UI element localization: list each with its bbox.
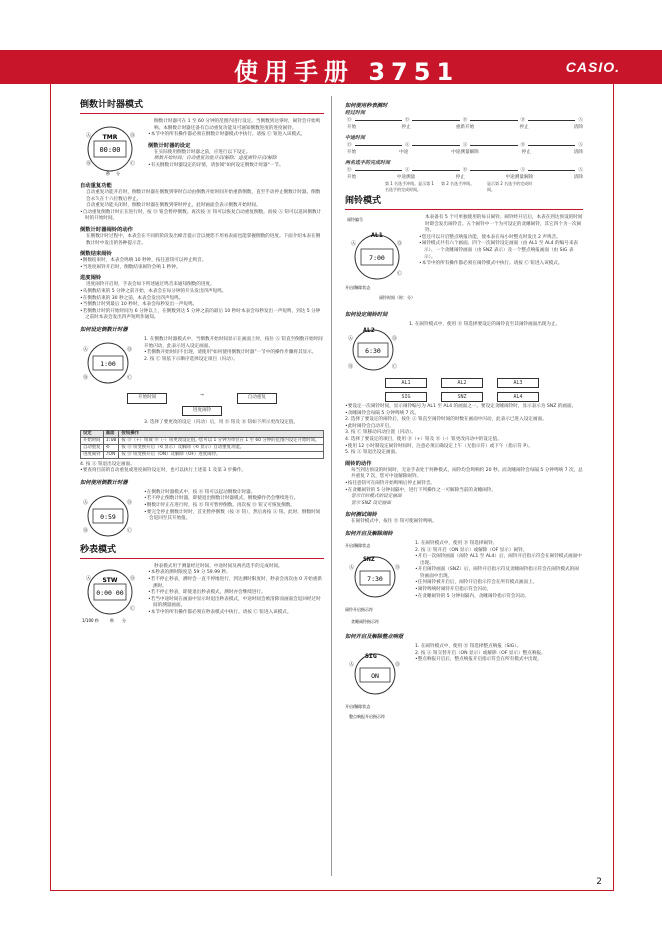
svg-text:Ⓓ: Ⓓ [395, 564, 401, 571]
set-alarm-title: 如何设定闹铃时间 [345, 312, 388, 318]
elapsed-time-sequence: 经过时间 Ⓓ Ⓓ Ⓓ Ⓓ Ⓐ 开始 停止 重新开始 停止 清除 [345, 110, 583, 130]
svg-text:AL2: AL2 [363, 326, 375, 334]
svg-text:贪睡闹铃指示符: 贪睡闹铃指示符 [351, 618, 379, 624]
svg-text:AL1: AL1 [371, 231, 383, 239]
svg-text:Ⓒ: Ⓒ [392, 364, 398, 370]
set-countdown-watch-icon [80, 337, 136, 389]
svg-text:Ⓐ: Ⓐ [83, 346, 89, 353]
svg-text:ON: ON [371, 671, 379, 680]
svg-text:Ⓒ: Ⓒ [130, 605, 136, 612]
svg-text:Ⓐ: Ⓐ [349, 661, 355, 668]
alarm-cycle-diagram: AL1 AL2 AL3 SIG SNZ AL4 [385, 378, 583, 402]
svg-text:Ⓐ: Ⓐ [86, 133, 92, 139]
svg-text:Ⓓ: Ⓓ [130, 133, 136, 139]
svg-text:Ⓑ: Ⓑ [83, 374, 89, 381]
svg-text:开启/解除状态: 开启/解除状态 [345, 285, 371, 290]
brand-logo: CASIO. [565, 59, 620, 75]
svg-text:Ⓐ: Ⓐ [83, 499, 89, 506]
svg-text:7:30: 7:30 [367, 574, 383, 583]
alarm-onoff-watch-icon [345, 541, 407, 629]
svg-text:Ⓐ: Ⓐ [349, 564, 355, 571]
svg-text:Ⓐ: Ⓐ [351, 241, 357, 247]
signal-onoff-title: 如何开启及解除整点响报 [345, 633, 404, 640]
countdown-intro-2: • 本节中的所有操作都必须在倒数计时器模式中执行。请按 Ⓒ 钮进入该模式。 [153, 132, 324, 139]
countdown-intro-1: 倒数计时器可在 1 至 60 分钟的范围内进行设定。当倒数到达零时，闹铃会开始鸣响。本倒数计时器还备有自动重复功能及可通知倒数进度的进度闹铃。 [154, 119, 321, 131]
svg-text:Ⓓ: Ⓓ [127, 346, 133, 353]
set-countdown-title: 如何设定倒数计时器 [80, 326, 128, 333]
svg-text:0:59: 0:59 [100, 512, 116, 521]
countdown-setting-cycle: 开始时间 → 自动重复 进度闹铃 [127, 393, 277, 416]
svg-text:Ⓑ: Ⓑ [83, 527, 89, 534]
svg-text:Ⓓ: Ⓓ [130, 575, 136, 582]
svg-text:Ⓓ: Ⓓ [392, 336, 398, 342]
countdown-heading: 倒数计时器模式 [80, 100, 324, 114]
countdown-alarm-title: 倒数计时器闹铃的动作 [80, 226, 133, 233]
use-countdown-title: 如何使用倒数计时器 [80, 479, 128, 486]
manual-title: 使用手册 3751 [234, 58, 460, 86]
end-alarm-title: 倒数结束闹铃 [80, 251, 112, 258]
countdown-settings-table: 设定 画面 按钮操作 开始时间 1:00 按 Ⓓ（+）钮或 Ⓑ（-）钮更改设定值。·您可以 1 分钟为单位在 1 至 60 分钟的范围内设定开始时间。 自动重复 ⟲ 按 Ⓓ 钮变换开启（⟲ 显示）及解除（⟲ 显示）自动重复功能。 进度闹铃 ♪ON 按 Ⓓ 钮变换开启（ON）及解除（OF）进度闹铃。 [80, 430, 324, 459]
countdown-intro: TMR 00:00 Ⓐ Ⓑ Ⓓ Ⓒ 秒 分 倒数计时器可在 1 至 60 分钟的范围内进行设定。当倒数到达零时，闹铃会开始鸣响。本倒数计时器还备有自动重复功能及可通知倒数进度的进度闹铃。 • 本节中的所有操作都必须在倒数计时器模式中执行。请按 Ⓒ 钮进入该模式。 倒数计时器的设定 在实际使用倒数计时器之前，应进行以下设定。 倒数开始时间；自动重复功能开启/解除；进度闹铃开启/解除 • 有关倒数计时器设定的详情，请参阅"如何设定倒数计时器"一节。 [80, 119, 324, 179]
svg-text:Ⓒ: Ⓒ [130, 161, 136, 167]
two-finishers-sequence: 两名选手的完成时间 Ⓓ Ⓐ Ⓓ Ⓐ Ⓐ 开始 中途测量 停止 中途测量解除 清除 第 1 名选手冲线。显示第 1 名选手的完成时间。 第 2 名选手冲线。 显示第 2 名选手的完成时间。 [345, 160, 583, 192]
svg-text:STW: STW [102, 576, 118, 584]
right-column: 如何使用秒表测时 经过时间 Ⓓ Ⓓ Ⓓ Ⓓ Ⓐ 开始 停止 重新开始 停止 清除 中途时间 Ⓓ Ⓐ Ⓐ Ⓓ Ⓐ 开始 中途 中途测量解除 停止 清除 两名选手的完成时间 Ⓓ Ⓐ Ⓓ Ⓐ Ⓐ 开始 中途测量 停止 中途测量解除 清除 第 1 名选手冲线。显示第 1 名选手的完成时间。 第 2 名选手冲线。 显示第 2 名选手的完成时间。 闹铃模式 闹铃编号 AL1 7:00 Ⓐ Ⓓ Ⓒ 开启/解除状态 闹铃时间（时：分） 本表备有 5 个可单独使用的每日闹铃。闹铃经开启后，本表在到达预设的时间时即会发出闹铃音。五个闹铃中一个为可设定的贪睡闹铃，其它四个为一次闹铃。 • 您还可以开启整点响报功能，使本表在每小时整点时发出 2 声鸣音。 • 闹铃模式共有六个画面。四个一次闹铃设定画面（由 AL1 至 AL4 的编号来表示）、一个贪睡闹铃画面（由 SNZ 表示）及一个整点响报画面（由 SIG 表示）。 • 本节中的所有操作都必须在闹铃模式中执行。请按 Ⓒ 钮进入该模式。 如何设定闹铃时间 AL2 6:30 Ⓐ Ⓑ Ⓓ Ⓒ 1. 在闹铃模式中，使用 Ⓓ 钮选择要设定的闹铃直至其闹铃画面出现为止。 AL1 AL2 AL3 SIG SNZ AL4 • 要设定一次闹铃时间，显示闹铃编号为 AL1 至 AL4 的画面之一。要设定贪睡闹铃时，显示表示为 SNZ 的画面。 • 贪睡闹铃会每隔 5 分钟鸣响 7 次。 2. 选择了要设定的闹铃后，按住 Ⓐ 钮直至闹铃时间的时数在画面中闪动，此表示已进入设定画面。 • 此时闹铃会自动开启。 3. 按 Ⓒ 钮移动闪动位置（闪动）。 4. 选择了要设定的项目，使用 Ⓓ（+）钮及 Ⓑ（-）钮更改闪动中的设定值。 • 使用 12 小时制设定闹铃时间时，注意必须正确设定上午（无指示符）或下午（指示符 P）。 5. 按 Ⓐ 钮退出设定画面。 闹铃的动作 每当到达预设的时间时，无论手表处于何种模式，闹铃均会鸣响约 20 秒。而贪睡闹铃会每隔 5 分钟鸣响 7 次，总共重复 7 次，您可中途解除闹铃。 • 按任意钮可在闹铃开始鸣响后停止闹铃音。 • 在贪睡闹铃的 5 分钟间隔中，进行下列操作之一可解除当前的贪睡闹铃。 显示计时模式的设定画面 显示 SNZ 设定画面 如何测试闹铃 在闹铃模式中，按住 Ⓓ 钮可使闹铃鸣响。 如何开启及解除闹铃 开启/解除状态 SNZ 7:30 Ⓐ Ⓓ 闹铃开启指示符 贪睡闹铃指示符 1. 在闹铃模式中，使用 Ⓓ 钮选择闹铃。 2. 按 Ⓐ 钮开启（ON 显示）或解除（OF 显示）闹铃。 • 开启一次闹铃画面（闹铃 AL1 至 AL4）后，闹铃开启指示符会在闹铃模式画面中出现。 • 开启闹铃画面（SNZ）后，闹铃开启指示符及贪睡闹铃指示符会在闹铃模式的闹铃画面中出现。 • 任何闹铃被开启后，闹铃开启指示符会在所有模式画面上。 • 闹铃鸣响时闹铃开启指示符会闪动。 • 在贪睡闹铃的 5 分钟间隔内，贪睡闹铃指示符会闪动。 如何开启及解除整点响报 SIG ON Ⓐ Ⓓ 开启/解除状态 整点响报开启指示符 1. 在闹铃模式中，使用 Ⓓ 钮选择整点响报（SIG）。 2. 按 Ⓐ 钮交替开启（ON 显示）或解除（OF 显示）整点响报。 • 整点响报开启后，整点响报开启指示符会在所有模式中出现。 [345, 98, 583, 725]
svg-text:00:00: 00:00 [99, 146, 121, 154]
timing-title: 如何使用秒表测时 [345, 103, 388, 109]
auto-repeat-title: 自动重复功能 [80, 183, 112, 189]
svg-text:分: 分 [122, 617, 126, 623]
svg-text:SNZ: SNZ [363, 554, 375, 563]
column-divider [331, 96, 332, 876]
split-time-sequence: 中途时间 Ⓓ Ⓐ Ⓐ Ⓓ Ⓐ 开始 中途 中途测量解除 停止 清除 [345, 135, 583, 155]
test-alarm-title: 如何测试闹铃 [345, 512, 377, 519]
svg-text:Ⓓ: Ⓓ [395, 661, 401, 668]
use-countdown-watch-icon [80, 490, 136, 542]
set-alarm-watch-icon [345, 322, 401, 374]
table-row: 自动重复 ⟲ 按 Ⓓ 钮变换开启（⟲ 显示）及解除（⟲ 显示）自动重复功能。 [81, 444, 324, 451]
table-row: 进度闹铃 ♪ON 按 Ⓓ 钮变换开启（ON）及解除（OF）进度闹铃。 [81, 451, 324, 458]
svg-text:Ⓑ: Ⓑ [348, 364, 354, 370]
svg-text:Ⓒ: Ⓒ [397, 271, 403, 277]
stopwatch-heading: 秒表模式 [80, 545, 324, 559]
svg-text:分: 分 [116, 171, 120, 176]
page-number: 2 [596, 877, 602, 887]
svg-text:Ⓓ: Ⓓ [397, 241, 403, 247]
svg-text:Ⓒ: Ⓒ [127, 527, 133, 534]
svg-text:整点响报开启指示符: 整点响报开启指示符 [349, 713, 385, 719]
countdown-config-title: 倒数计时器的设定 [148, 142, 191, 149]
svg-text:Ⓑ: Ⓑ [86, 161, 92, 167]
progress-alarm-title: 进度闹铃 [80, 275, 102, 282]
alarm-action-title: 闹铃的动作 [345, 460, 372, 467]
alarm-watch-icon [345, 215, 415, 307]
header-bar [0, 50, 662, 84]
svg-text:7:00: 7:00 [369, 254, 385, 262]
svg-text:秒: 秒 [106, 171, 110, 176]
svg-text:6:30: 6:30 [365, 347, 381, 355]
svg-text:Ⓒ: Ⓒ [127, 374, 133, 381]
svg-text:0:00 00: 0:00 00 [96, 588, 124, 597]
svg-text:SIG: SIG [365, 651, 377, 660]
svg-text:秒: 秒 [110, 617, 114, 623]
svg-text:开启/解除状态: 开启/解除状态 [345, 542, 371, 548]
watch-display-text: TMR [102, 134, 118, 141]
signal-watch-icon [345, 644, 407, 722]
svg-text:1/100 秒: 1/100 秒 [82, 617, 99, 623]
stopwatch-watch-icon [80, 564, 140, 624]
svg-text:Ⓐ: Ⓐ [348, 336, 354, 342]
svg-text:闹铃时间（时：分）: 闹铃时间（时：分） [379, 295, 415, 300]
left-column: 倒数计时器模式 TMR 00:00 Ⓐ Ⓑ Ⓓ Ⓒ 秒 分 倒数计时器可在 1 至 60 分钟的范围内进行设定。当倒数到达零时，闹铃会开始鸣响。本倒数计时器还备有自动重复功能及可通知倒数进度的进度闹铃。 • 本节中的所有操作都必须在倒数计时器模式中执行。请按 Ⓒ 钮进入该模式。 倒数计时器的设定 在实际使用倒数计时器之前，应进行以下设定。 倒数开始时间；自动重复功能开启/解除；进度闹铃开启/解除 • 有关倒数计时器设定的详情，请参阅"如何设定倒数计时器"一节。 自动重复功能 自动重复功能开启时，倒数计时器在倒数到零时自动由倒数开始时间开始重新倒数，直至手动停止倒数计时器。倒数会永久在十六位数后停止。 自动重复功能关闭时，倒数计时器在倒数到零时停止，此时画面会表示倒数开始时间。 • 自动重复倒数计时正在进行时，按 Ⓓ 钮会暂停倒数。再次按 Ⓓ 钮可以恢复自动重复倒数。而按 Ⓐ 钮可以返回倒数计时的开始时间。 倒数计时器闹铃的动作 在倒数计时过程中，本表会在不同的阶段发出蜂音提示音以便您不用看表面也能掌握倒数的进度。下面介绍本表在倒数计时中发出的各种提示音。 倒数结束闹铃 • 倒数结束时，本表会鸣响 10 秒钟，按任意钮可以停止鸣音。 • 当进度闹铃开启时，倒数结束闹铃会响 1 秒钟。 进度闹铃 进度闹铃开启时，手表会如下所述通过鸣音来通知倒数的进度。 • 从倒数结束的 5 分钟之前开始，本表会在每分钟的开头发出四声短鸣。 • 在倒数结束的 30 秒之前，本表会发出四声短鸣。 • 当倒数计时到最后 10 秒时，本表会每秒发出一声短鸣。 • 若倒数计时的开始时间为 6 分钟以上，在倒数到达 5 分钟之前的最后 10 秒时本表会每秒发出一声短鸣，到达 5 分钟之前时本表会发出四声短鸣作通知。 如何设定倒数计时器 1:00 Ⓐ Ⓑ Ⓓ Ⓒ 1. 在倒数计时器模式中，当倒数开始时间显示在画面上时，按住 Ⓐ 钮直至倒数开始时间开始闪动，此表示进入设定画面。 • 若倒数开始时间不出现，请使用"如何使用倒数计时器"一节中的操作步骤将其显示。 2. 按 Ⓒ 钮依下示顺序选择设定项目（闪动）。 开始时间 → 自动重复 进度闹铃 3. 选择了要更改的设定（闪动）后，用 Ⓓ 钮及 Ⓑ 钮如下所示更改设定值。 设定 画面 按钮操作 开始时间 1:00 按 Ⓓ（+）钮或 Ⓑ（-）钮更改设定值。·您可以 1 分钟为单位在 1 至 60 分钟的范围内设定开始时间。 自动重复 ⟲ 按 Ⓓ 钮变换开启（⟲ 显示）及解除（⟲ 显示）自动重复功能。 进度闹铃 ♪ON 按 Ⓓ 钮变换开启（ON）及解除（OF）进度闹铃。 4. 按 Ⓐ 钮退出设定画面。 • 要查询目前的自动重复或进度闹铃设定时，也可以执行上述第 1 及第 3 步操作。 如何使用倒数计时器 0:59 Ⓐ Ⓑ Ⓓ Ⓒ • 在倒数计时器模式中，按 Ⓓ 钮可以起动倒数计时器。 • 若不停止倒数计时器，即使退出倒数计时器模式，倒数操作仍会继续进行。 • 倒数计时正在进行时，按 Ⓓ 钮可暂停倒数。再次按 Ⓓ 钮又可恢复倒数。 • 要完全停止倒数计时时，首先暂停倒数（按 Ⓓ 钮），然后再按 Ⓐ 钮。此时，倒数时间会返回至其开始值。 秒表模式 STW 0:00 00 Ⓐ Ⓓ Ⓒ 1/100 秒 秒 分 秒表模式用于测量经过时间、中途时间及两名选手的完成时间。 • 本秒表的测时限度是 59 分 59.99 秒。 • 若不停止秒表，测时会一直不停地进行，到达测时限度时，秒表会再次由 0 开始重新测时。 • 若不停止秒表，即使退出秒表模式，测时亦会继续进行。 • 若当中途时间在画面中显示时退出秒表模式，中途时间会被清除而画面会返回经过时间的测量画面。 • 本节中的所有操作都必须在秒表模式中执行。请按 Ⓒ 钮进入该模式。 [80, 98, 324, 627]
svg-text:Ⓓ: Ⓓ [127, 499, 133, 506]
svg-text:开启/解除状态: 开启/解除状态 [345, 703, 371, 709]
table-row: 开始时间 1:00 按 Ⓓ（+）钮或 Ⓑ（-）钮更改设定值。·您可以 1 分钟为单位在 1 至 60 分钟的范围内设定开始时间。 [81, 437, 324, 444]
alarm-heading: 闹铃模式 [345, 196, 583, 210]
svg-text:闹铃编号: 闹铃编号 [347, 217, 363, 222]
svg-text:1:00: 1:00 [100, 359, 116, 368]
svg-text:Ⓐ: Ⓐ [86, 575, 92, 582]
alarm-onoff-title: 如何开启及解除闹铃 [345, 530, 393, 537]
svg-text:闹铃开启指示符: 闹铃开启指示符 [345, 606, 373, 612]
countdown-watch-icon [80, 119, 140, 179]
